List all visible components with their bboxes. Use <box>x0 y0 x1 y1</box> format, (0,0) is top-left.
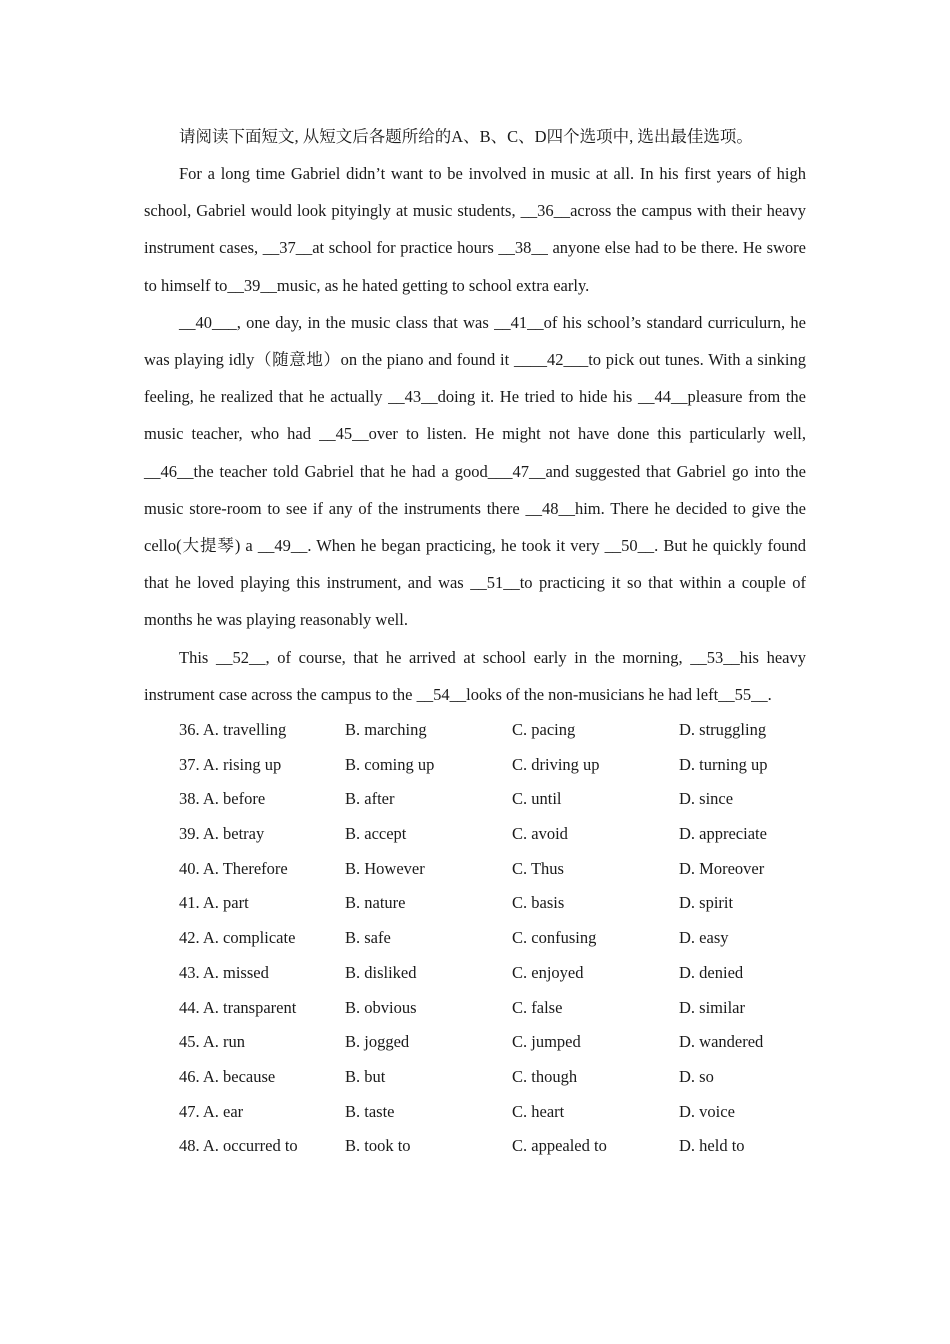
option-a: 44. A. transparent <box>179 997 297 1017</box>
option-d: D. so <box>679 1066 714 1086</box>
question-row <box>144 1095 806 1130</box>
question-row <box>144 1129 806 1164</box>
option-b: B. accept <box>345 824 407 844</box>
question-row <box>144 1060 806 1095</box>
question-row <box>144 956 806 991</box>
option-a: 38. A. before <box>179 789 266 809</box>
option-b: B. obvious <box>345 997 417 1017</box>
question-row <box>144 817 806 852</box>
question-row <box>144 921 806 956</box>
option-a: 46. A. because <box>179 1066 276 1086</box>
question-row <box>144 1025 806 1060</box>
option-d: D. turning up <box>679 754 768 774</box>
passage-paragraph-3: This __52__, of course, that he arrived at school early in the morning, __53__his heavy instrument case across the campus to the __54__looks of the non-musicians he had left__55__. <box>144 647 806 704</box>
option-b: B. took to <box>345 1136 411 1156</box>
option-b: B. nature <box>345 893 406 913</box>
option-c: C. enjoyed <box>512 962 584 982</box>
passage-paragraph-2: __40___, one day, in the music class that was __41__of his school’s standard curriculurn, he was playing idly（随意地）on the piano and found it ____42___to pick out tunes. With a sinking feeling, he realized that he actually __43__doing it. He tried to hide his __44__pleasure from the music teacher, who had __45__over to listen. He might not have done this particularly well, __46__the teacher told Gabriel that he had a good___47__and suggested that Gabriel go into the music store-room to see if any of the instruments there __48__him. There he decided to give the cello(大提琴) a __49__. When he began practicing, he took it very __50__. But he quickly found that he loved playing this instrument, and was __51__to practicing it so that within a couple of months he was playing reasonably well. <box>144 312 806 630</box>
option-d: D. struggling <box>679 720 767 740</box>
passage-paragraph-1: For a long time Gabriel didn’t want to be involved in music at all. In his first years of high school, Gabriel would look pityingly at music students, __36__across the campus with their heavy instrument cases, __37__at school for practice hours __38__ anyone else had to be there. He swore to himself to__39__music, as he hated getting to school extra early. <box>144 164 806 295</box>
option-d: D. held to <box>679 1136 745 1156</box>
option-a: 36. A. travelling <box>179 720 287 740</box>
option-b: B. but <box>345 1066 386 1086</box>
question-row <box>144 748 806 783</box>
option-b: B. taste <box>345 1101 395 1121</box>
question-row <box>144 991 806 1026</box>
option-a: 43. A. missed <box>179 962 269 982</box>
option-b: B. jogged <box>345 1032 410 1052</box>
question-row <box>144 852 806 887</box>
option-a: 41. A. part <box>179 893 249 913</box>
options-list <box>144 713 806 1164</box>
option-b: B. However <box>345 858 425 878</box>
option-c: C. confusing <box>512 928 597 948</box>
option-d: D. since <box>679 789 734 809</box>
option-d: D. similar <box>679 997 745 1017</box>
option-c: C. driving up <box>512 754 600 774</box>
option-d: D. Moreover <box>679 858 765 878</box>
option-c: C. Thus <box>512 858 564 878</box>
option-c: C. heart <box>512 1101 565 1121</box>
option-c: C. jumped <box>512 1032 581 1052</box>
option-d: D. easy <box>679 928 729 948</box>
option-c: C. avoid <box>512 824 568 844</box>
option-b: B. coming up <box>345 754 435 774</box>
option-d: D. voice <box>679 1101 735 1121</box>
question-row <box>144 886 806 921</box>
option-b: B. safe <box>345 928 391 948</box>
option-c: C. appealed to <box>512 1136 607 1156</box>
option-a: 40. A. Therefore <box>179 858 288 878</box>
option-d: D. wandered <box>679 1032 764 1052</box>
option-c: C. basis <box>512 893 565 913</box>
option-b: B. after <box>345 789 395 809</box>
option-d: D. spirit <box>679 893 734 913</box>
question-row <box>144 782 806 817</box>
option-b: B. disliked <box>345 962 417 982</box>
option-c: C. until <box>512 789 562 809</box>
question-row <box>144 713 806 748</box>
option-d: D. appreciate <box>679 824 767 844</box>
option-b: B. marching <box>345 720 427 740</box>
option-a: 48. A. occurred to <box>179 1136 298 1156</box>
option-c: C. though <box>512 1066 578 1086</box>
option-a: 47. A. ear <box>179 1101 244 1121</box>
option-c: C. pacing <box>512 720 576 740</box>
option-a: 39. A. betray <box>179 824 265 844</box>
option-d: D. denied <box>679 962 744 982</box>
instruction-text: 请阅读下面短文, 从短文后各题所给的A、B、C、D四个选项中, 选出最佳选项。 <box>179 127 753 146</box>
option-a: 45. A. run <box>179 1032 245 1052</box>
option-a: 37. A. rising up <box>179 754 282 774</box>
option-a: 42. A. complicate <box>179 928 296 948</box>
document-page <box>144 118 806 1164</box>
option-c: C. false <box>512 997 563 1017</box>
